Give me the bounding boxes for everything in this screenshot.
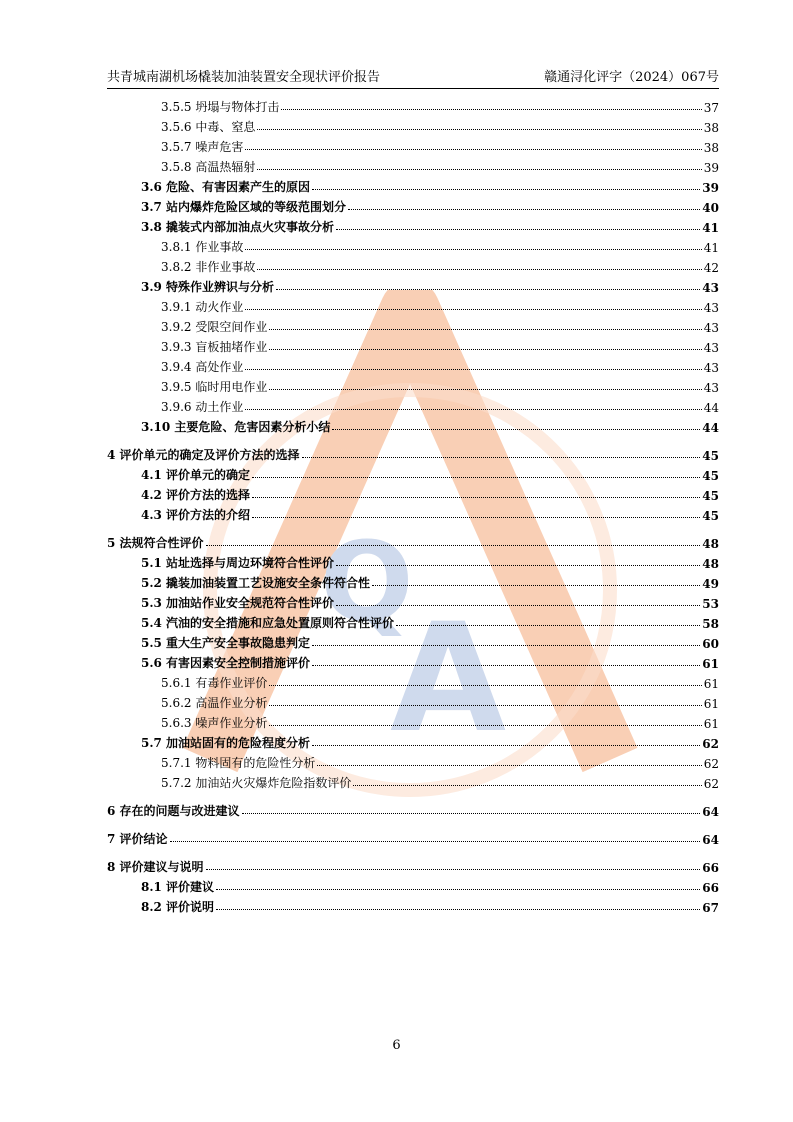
toc-entry[interactable] (107, 827, 719, 847)
toc-entry-label: 3.9.4 高处作业 (161, 360, 244, 374)
toc-entry-label: 5 法规符合性评价 (107, 536, 204, 550)
toc-entry-page: 61 (703, 697, 719, 711)
toc-entry[interactable] (107, 671, 719, 691)
toc-dot-leader (332, 429, 700, 430)
toc-entry[interactable] (107, 875, 719, 895)
toc-entry-label: 3.8 撬装式内部加油点火灾事故分析 (141, 220, 335, 234)
toc-entry-page: 62 (702, 737, 719, 751)
toc-entry-page: 43 (703, 321, 719, 335)
toc-gap (107, 435, 719, 443)
toc-entry[interactable] (107, 691, 719, 711)
toc-entry[interactable] (107, 195, 719, 215)
toc-entry[interactable] (107, 443, 719, 463)
toc-entry[interactable] (107, 731, 719, 751)
toc-entry-page: 38 (703, 121, 719, 135)
toc-dot-leader (245, 309, 701, 310)
toc-entry-page: 60 (702, 637, 719, 651)
toc-entry-page: 39 (702, 181, 719, 195)
toc-dot-leader (269, 725, 701, 726)
toc-entry-page: 53 (702, 597, 719, 611)
toc-dot-leader (245, 249, 701, 250)
toc-entry-label: 3.9.3 盲板抽堵作业 (161, 340, 268, 354)
toc-dot-leader (245, 409, 701, 410)
table-of-contents (107, 95, 719, 915)
toc-dot-leader (206, 869, 701, 870)
toc-gap (107, 791, 719, 799)
toc-entry-label: 3.8.1 作业事故 (161, 240, 244, 254)
toc-entry-page: 42 (703, 261, 719, 275)
toc-entry[interactable] (107, 571, 719, 591)
toc-gap (107, 819, 719, 827)
toc-entry-label: 3.10 主要危险、危害因素分析小结 (141, 420, 331, 434)
toc-entry[interactable] (107, 751, 719, 771)
toc-entry-page: 40 (702, 201, 719, 215)
toc-entry[interactable] (107, 395, 719, 415)
toc-entry-label: 4.2 评价方法的选择 (141, 488, 251, 502)
toc-dot-leader (216, 889, 700, 890)
toc-dot-leader (252, 517, 700, 518)
toc-entry-page: 61 (702, 657, 719, 671)
toc-entry-page: 44 (703, 401, 719, 415)
toc-dot-leader (257, 269, 701, 270)
toc-entry[interactable] (107, 175, 719, 195)
toc-entry-label: 5.7.1 物料固有的危险性分析 (161, 756, 316, 770)
toc-entry-page: 45 (702, 449, 719, 463)
toc-entry[interactable] (107, 115, 719, 135)
toc-entry[interactable] (107, 135, 719, 155)
report-number: 赣通浔化评字（2024）067号 (544, 70, 719, 85)
toc-entry-page: 45 (702, 469, 719, 483)
page-number: 6 (392, 1038, 401, 1053)
svg-text:Q: Q (320, 518, 414, 646)
toc-entry-page: 37 (703, 101, 719, 115)
toc-entry-label: 5.7 加油站固有的危险程度分析 (141, 736, 311, 750)
toc-dot-leader (269, 389, 701, 390)
toc-entry-label: 5.5 重大生产安全事故隐患判定 (141, 636, 311, 650)
toc-entry-label: 4.1 评价单元的确定 (141, 468, 251, 482)
toc-entry[interactable] (107, 711, 719, 731)
toc-entry-page: 61 (703, 677, 719, 691)
toc-dot-leader (252, 477, 700, 478)
toc-dot-leader (269, 685, 701, 686)
toc-entry-page: 41 (703, 241, 719, 255)
toc-entry[interactable] (107, 335, 719, 355)
toc-entry-label: 5.6.2 高温作业分析 (161, 696, 268, 710)
toc-entry-label: 4 评价单元的确定及评价方法的选择 (107, 448, 300, 462)
toc-gap (107, 523, 719, 531)
report-title: 共青城南湖机场橇装加油装置安全现状评价报告 (107, 70, 381, 85)
toc-dot-leader (281, 109, 701, 110)
toc-entry[interactable] (107, 235, 719, 255)
toc-entry[interactable] (107, 531, 719, 551)
toc-dot-leader (276, 289, 700, 290)
toc-entry[interactable] (107, 483, 719, 503)
toc-entry[interactable] (107, 95, 719, 115)
toc-entry[interactable] (107, 155, 719, 175)
toc-entry-page: 48 (702, 537, 719, 551)
toc-entry-page: 44 (702, 421, 719, 435)
toc-entry[interactable] (107, 503, 719, 523)
toc-entry-page: 64 (702, 805, 719, 819)
toc-entry-label: 5.7.2 加油站火灾爆炸危险指数评价 (161, 776, 352, 790)
toc-entry-label: 8 评价建议与说明 (107, 860, 204, 874)
toc-gap (107, 847, 719, 855)
toc-dot-leader (312, 189, 700, 190)
toc-entry[interactable] (107, 355, 719, 375)
toc-entry[interactable] (107, 415, 719, 435)
toc-dot-leader (336, 565, 700, 566)
toc-entry-label: 3.9.2 受限空间作业 (161, 320, 268, 334)
toc-entry-label: 3.5.8 高温热辐射 (161, 160, 256, 174)
toc-entry-page: 43 (703, 381, 719, 395)
toc-entry-page: 67 (702, 901, 719, 915)
toc-entry-label: 5.6.3 噪声作业分析 (161, 716, 268, 730)
toc-entry-page: 62 (703, 757, 719, 771)
toc-dot-leader (216, 909, 700, 910)
toc-dot-leader (257, 169, 701, 170)
svg-text:A: A (390, 592, 507, 766)
toc-entry-page: 39 (703, 161, 719, 175)
toc-entry-page: 43 (703, 301, 719, 315)
toc-entry-label: 5.4 汽油的安全措施和应急处置原则符合性评价 (141, 616, 395, 630)
toc-entry[interactable] (107, 551, 719, 571)
toc-entry-label: 4.3 评价方法的介绍 (141, 508, 251, 522)
toc-entry-page: 49 (702, 577, 719, 591)
toc-dot-leader (336, 605, 700, 606)
toc-entry-label: 7 评价结论 (107, 832, 168, 846)
toc-dot-leader (312, 665, 700, 666)
toc-entry[interactable] (107, 799, 719, 819)
toc-entry-label: 6 存在的问题与改进建议 (107, 804, 240, 818)
toc-entry-page: 45 (702, 489, 719, 503)
toc-dot-leader (312, 745, 700, 746)
toc-entry-label: 3.8.2 非作业事故 (161, 260, 256, 274)
toc-dot-leader (396, 625, 700, 626)
toc-entry-page: 48 (702, 557, 719, 571)
toc-entry-label: 3.9.5 临时用电作业 (161, 380, 268, 394)
toc-entry[interactable] (107, 631, 719, 651)
toc-entry-page: 43 (702, 281, 719, 295)
toc-entry-page: 43 (703, 361, 719, 375)
toc-entry[interactable] (107, 315, 719, 335)
toc-entry[interactable] (107, 215, 719, 235)
toc-entry-page: 43 (703, 341, 719, 355)
toc-entry[interactable] (107, 855, 719, 875)
toc-entry-label: 3.6 危险、有害因素产生的原因 (141, 180, 311, 194)
toc-entry-label: 5.6.1 有毒作业评价 (161, 676, 268, 690)
toc-dot-leader (170, 841, 701, 842)
toc-entry-label: 8.2 评价说明 (141, 900, 215, 914)
toc-dot-leader (242, 813, 701, 814)
toc-entry-label: 5.1 站址选择与周边环境符合性评价 (141, 556, 335, 570)
toc-dot-leader (245, 369, 701, 370)
toc-entry-page: 38 (703, 141, 719, 155)
toc-dot-leader (348, 209, 700, 210)
toc-entry-page: 62 (703, 777, 719, 791)
toc-entry-page: 41 (702, 221, 719, 235)
toc-entry-label: 5.3 加油站作业安全规范符合性评价 (141, 596, 335, 610)
toc-dot-leader (245, 149, 701, 150)
toc-entry[interactable] (107, 295, 719, 315)
toc-dot-leader (269, 705, 701, 706)
toc-entry[interactable] (107, 463, 719, 483)
toc-entry[interactable] (107, 651, 719, 671)
toc-dot-leader (206, 545, 701, 546)
toc-dot-leader (312, 645, 700, 646)
toc-entry-label: 3.5.6 中毒、窒息 (161, 120, 256, 134)
page-header (107, 68, 719, 89)
toc-entry-label: 5.6 有害因素安全控制措施评价 (141, 656, 311, 670)
toc-entry-label: 3.9.6 动土作业 (161, 400, 244, 414)
toc-entry[interactable] (107, 895, 719, 915)
toc-entry[interactable] (107, 275, 719, 295)
toc-dot-leader (269, 329, 701, 330)
toc-entry-page: 61 (703, 717, 719, 731)
toc-entry[interactable] (107, 255, 719, 275)
toc-entry-label: 3.5.7 噪声危害 (161, 140, 244, 154)
toc-entry[interactable] (107, 611, 719, 631)
toc-entry-label: 3.9 特殊作业辨识与分析 (141, 280, 275, 294)
toc-entry-label: 8.1 评价建议 (141, 880, 215, 894)
toc-dot-leader (336, 229, 700, 230)
toc-entry-page: 58 (702, 617, 719, 631)
toc-entry[interactable] (107, 375, 719, 395)
toc-entry[interactable] (107, 771, 719, 791)
toc-entry-label: 3.7 站内爆炸危险区域的等级范围划分 (141, 200, 347, 214)
toc-entry-label: 5.2 撬装加油装置工艺设施安全条件符合性 (141, 576, 371, 590)
toc-entry[interactable] (107, 591, 719, 611)
toc-dot-leader (257, 129, 701, 130)
toc-entry-page: 66 (702, 861, 719, 875)
toc-dot-leader (353, 785, 701, 786)
toc-entry-label: 3.9.1 动火作业 (161, 300, 244, 314)
toc-dot-leader (372, 585, 700, 586)
toc-entry-page: 64 (702, 833, 719, 847)
toc-dot-leader (302, 457, 701, 458)
toc-dot-leader (317, 765, 701, 766)
toc-entry-page: 45 (702, 509, 719, 523)
toc-entry-label: 3.5.5 坍塌与物体打击 (161, 100, 280, 114)
toc-dot-leader (269, 349, 701, 350)
toc-dot-leader (252, 497, 700, 498)
toc-entry-page: 66 (702, 881, 719, 895)
